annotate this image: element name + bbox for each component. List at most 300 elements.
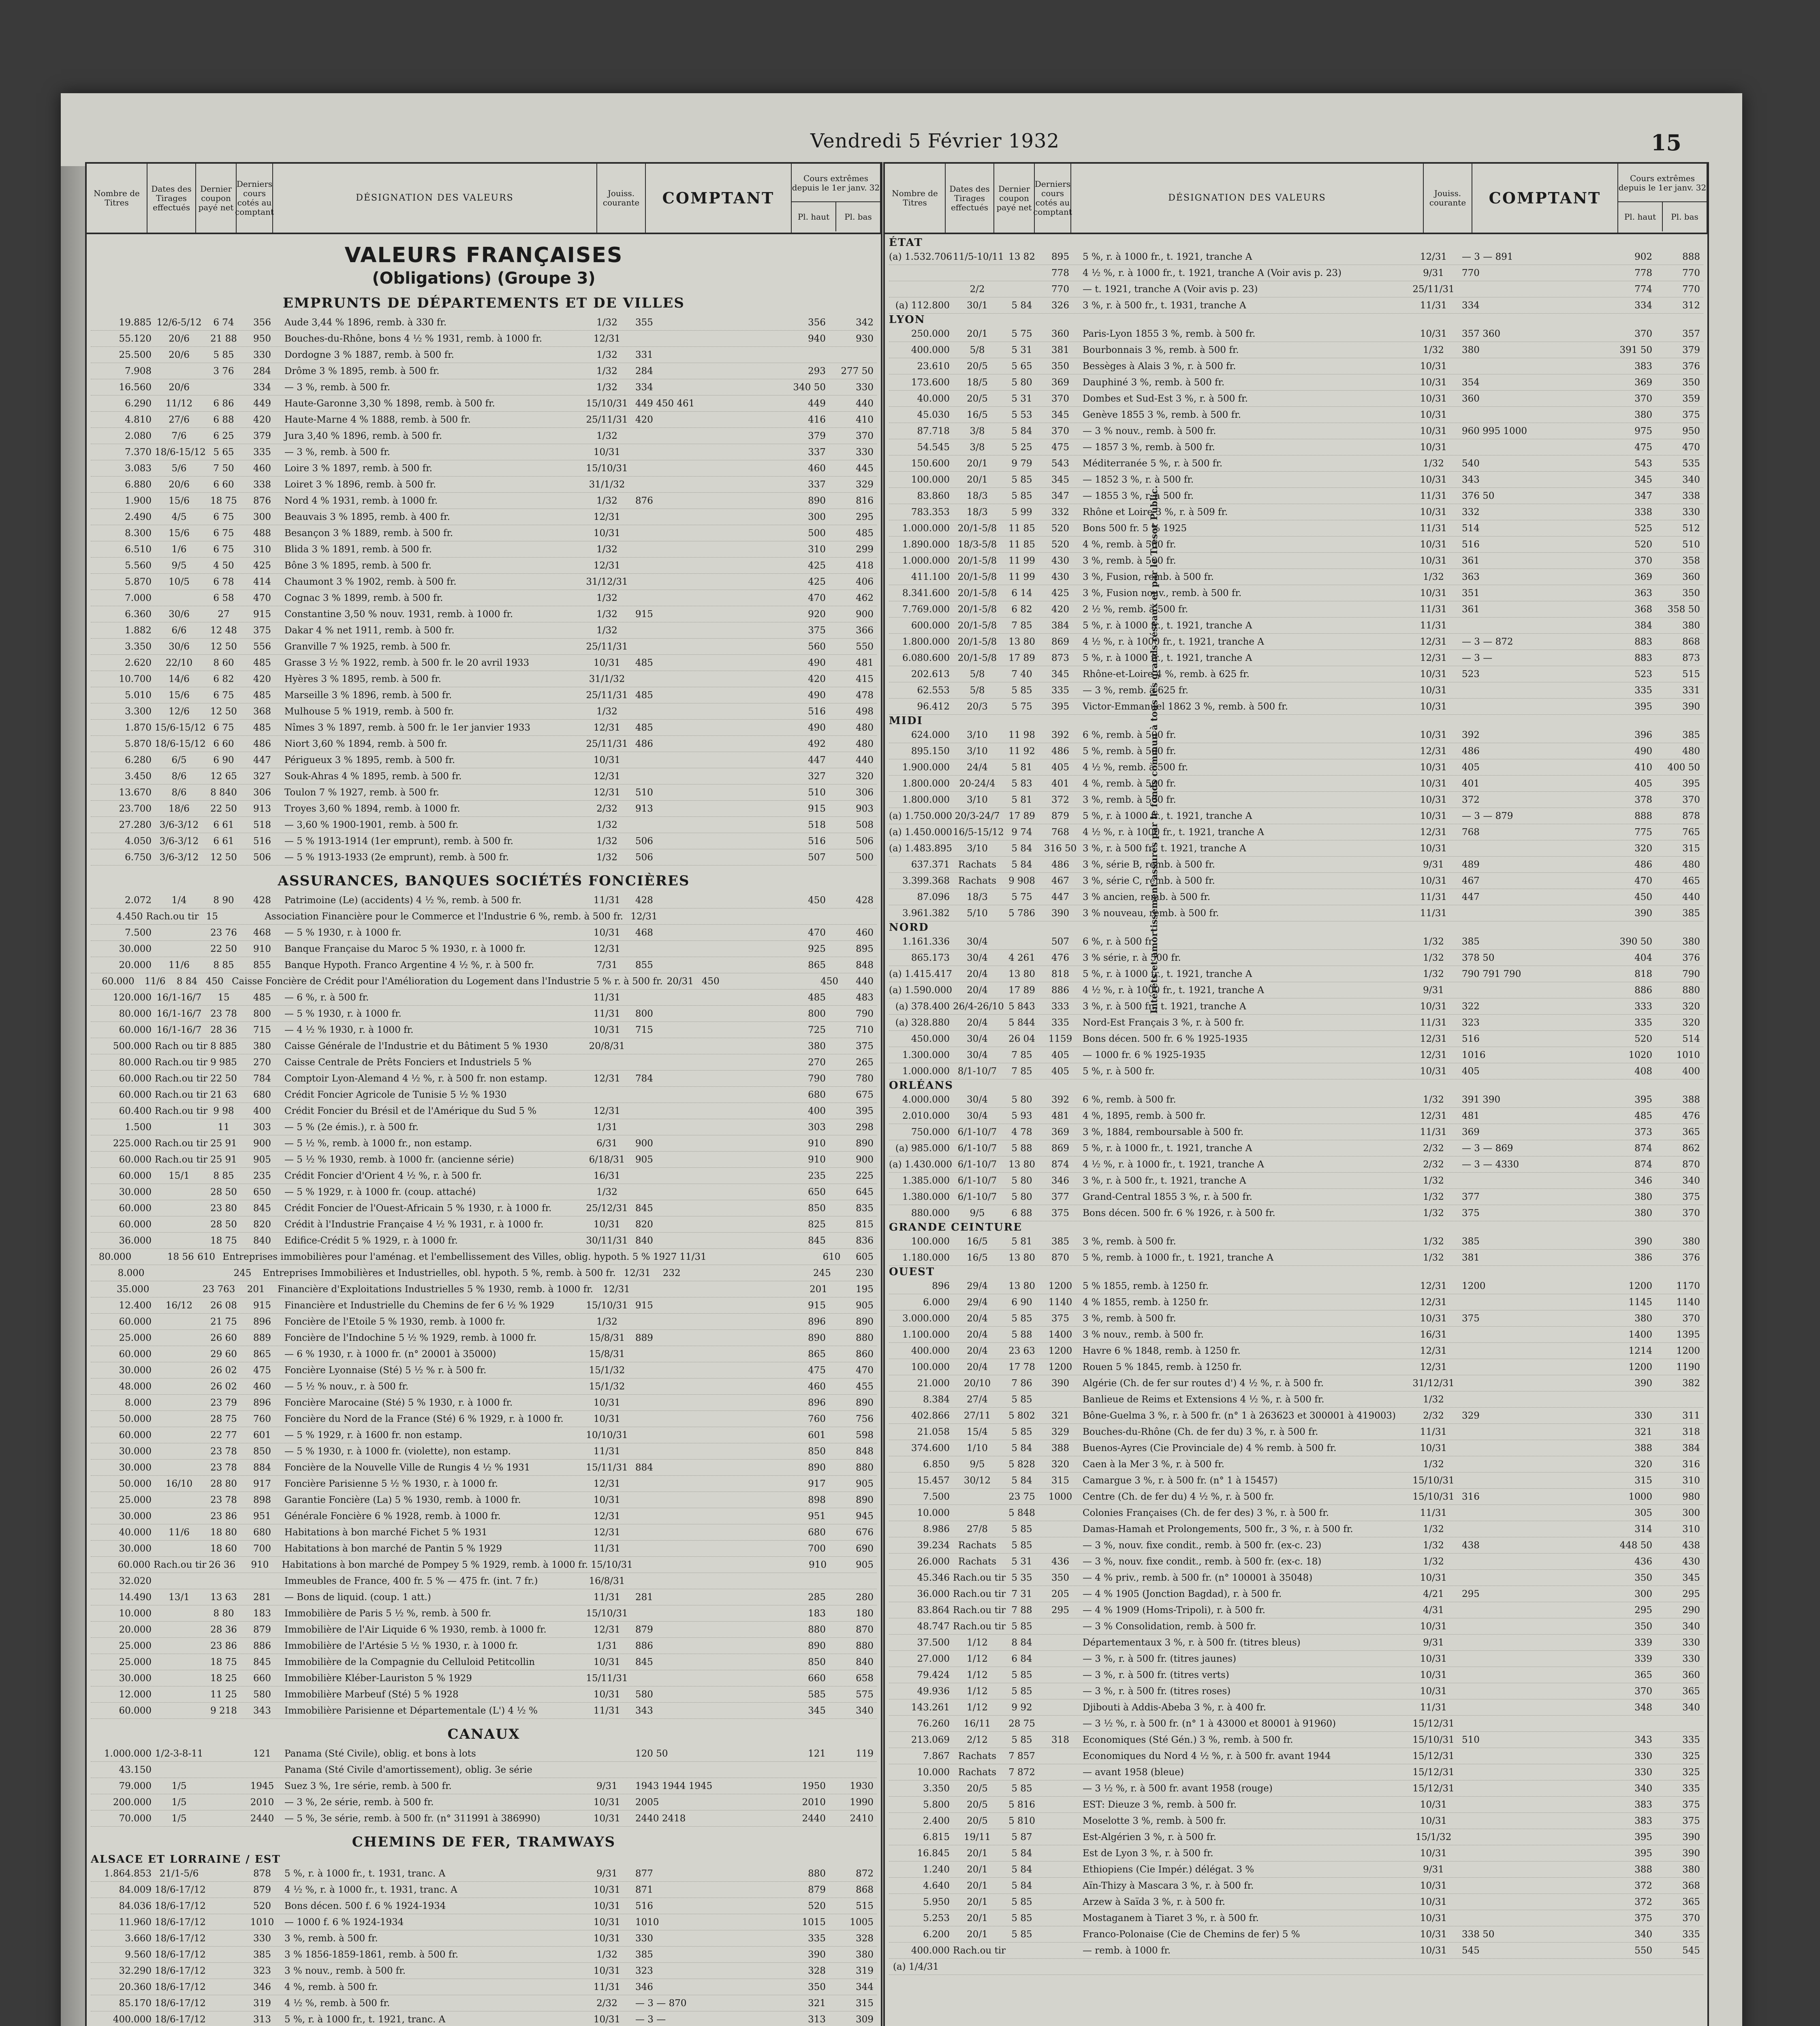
table-row (91, 1794, 877, 1810)
cell-plus-haut: 518 (808, 819, 826, 830)
cell-coupon: 18 60 (210, 1543, 237, 1554)
table-row (889, 504, 1703, 520)
cell-coupon: 13 80 (1008, 636, 1035, 647)
cell-designation: Toulon 7 % 1927, remb. à 500 fr. (284, 787, 440, 798)
cell-nombre: 3.083 (125, 463, 152, 474)
cell-nombre: 4.000.000 (902, 1094, 950, 1105)
cell-dates: 1/2-3-8-11 (155, 1748, 203, 1759)
cell-derniers-cours: 1400 (1048, 1329, 1072, 1340)
cell-jouissance: 11/31 (1420, 604, 1447, 615)
cell-dates: 26/4-26/10 (953, 1001, 1004, 1012)
cell-jouissance: 25/11/31 (586, 641, 628, 652)
cell-derniers-cours: 313 (253, 2014, 271, 2025)
cell-derniers-cours: 680 (253, 1527, 271, 1538)
cell-plus-haut: 915 (808, 1300, 826, 1311)
header-pl-haut: Pl. haut (792, 202, 836, 231)
cell-coupon: 15 (218, 992, 230, 1003)
cell-designation: Générale Foncière 6 % 1928, remb. à 1000 fr. (284, 1511, 501, 1522)
cell-plus-bas: 295 (1682, 1588, 1700, 1599)
cell-designation: 4 ½ %, remb. à 500 fr. (284, 1998, 390, 2009)
cell-dates: 19/11 (963, 1832, 991, 1842)
table-row (889, 1063, 1703, 1079)
cell-jouissance: 12/31 (1420, 1049, 1447, 1060)
cell-designation: Foncière de l'Etoile 5 % 1930, remb. à 1000 fr. (284, 1316, 506, 1327)
header-comptant: COMPTANT (646, 164, 792, 233)
cell-coupon: 6 75 (213, 544, 234, 555)
cell-jouissance: 10/31 (593, 1219, 621, 1230)
cell-derniers-cours: 879 (1051, 810, 1069, 821)
cell-derniers-cours: 369 (1051, 1126, 1069, 1137)
cell-plus-haut: 404 (1634, 952, 1652, 963)
right-column-block (883, 162, 1709, 2026)
cell-jouissance: 1/32 (596, 592, 617, 603)
cell-plus-bas: 310 (1682, 1524, 1700, 1534)
cell-coupon: 5 87 (1011, 1832, 1032, 1842)
cell-nombre: 3.961.382 (902, 908, 950, 919)
cell-plus-bas: 836 (856, 1235, 874, 1246)
cell-derniers-cours: 488 (253, 528, 271, 539)
table-row (889, 553, 1703, 569)
cell-plus-haut: 490 (1634, 746, 1652, 757)
table-row (91, 849, 877, 866)
cell-dates: 9/5 (970, 1459, 985, 1470)
cell-plus-bas: 476 (1682, 1110, 1700, 1121)
cell-dates: 16/12 (165, 1300, 193, 1311)
cell-plus-haut: 890 (808, 1332, 826, 1343)
cell-nombre: 36.000 (119, 1235, 152, 1246)
cell-derniers-cours: 610 (197, 1251, 216, 1262)
cell-plus-haut: 917 (808, 1478, 826, 1489)
cell-designation: Rouen 5 % 1845, remb. à 1250 fr. (1083, 1361, 1242, 1372)
cell-derniers-cours: 896 (253, 1316, 271, 1327)
table-row (91, 363, 877, 379)
cell-derniers-cours: 543 (1051, 458, 1069, 469)
cell-designation: Habitations à bon marché de Pompey 5 % 1929, remb. à 1000 fr. (282, 1559, 588, 1570)
table-row (91, 1778, 877, 1794)
cell-designation: Troyes 3,60 % 1894, remb. à 1000 fr. (284, 803, 460, 814)
left-column-block (85, 162, 882, 2026)
table-row (91, 1557, 877, 1573)
cell-coupon: 11 99 (1008, 571, 1035, 582)
cell-designation: Caisse Centrale de Prêts Fonciers et Industriels 5 % (284, 1057, 532, 1068)
cell-plus-bas: 1930 (850, 1780, 874, 1791)
cell-jouissance: 1/32 (1423, 458, 1444, 469)
cell-derniers-cours: 370 (1051, 425, 1069, 436)
cell-plus-haut: 951 (808, 1511, 826, 1522)
cell-coupon: 17 89 (1008, 985, 1035, 996)
railway-group-rows (889, 326, 1703, 715)
cell-jouissance: 9/31 (1423, 859, 1444, 870)
cell-plus-haut: 880 (808, 1624, 826, 1635)
table-row (889, 423, 1703, 439)
cell-comptant: 871 (635, 1884, 653, 1895)
cell-designation: Besançon 3 % 1889, remb. à 500 fr. (284, 528, 453, 539)
cell-plus-bas: 318 (1682, 1426, 1700, 1437)
left-rows (87, 237, 881, 2026)
cell-derniers-cours: 2440 (250, 1813, 274, 1824)
cell-jouissance: 10/31 (1420, 539, 1447, 550)
cell-derniers-cours: 1159 (1048, 1033, 1072, 1044)
cell-jouissance: 16/31 (1420, 1329, 1447, 1340)
cell-dates: Rach.ou tir (155, 1138, 208, 1149)
cell-plus-bas: 1190 (1676, 1361, 1700, 1372)
cell-comptant: 232 (662, 1267, 681, 1278)
cell-plus-bas: 265 (856, 1057, 874, 1068)
cell-nombre: 600.000 (911, 620, 950, 631)
cell-jouissance: 10/31 (1420, 1001, 1447, 1012)
cell-dates: 3/6-3/12 (159, 852, 199, 863)
cell-coupon: 8 84 (1011, 1637, 1032, 1648)
cell-designation: Bourbonnais 3 %, remb. à 500 fr. (1083, 344, 1239, 355)
cell-derniers-cours: 281 (253, 1592, 271, 1603)
cell-plus-bas: 1990 (850, 1797, 874, 1808)
cell-dates: 16/1-16/7 (156, 992, 202, 1003)
cell-derniers-cours: 338 (253, 479, 271, 490)
cell-derniers-cours: 310 (253, 544, 271, 555)
cell-dates: Rach.ou tir (155, 1057, 208, 1068)
cell-dates: 18/6-17/12 (155, 1998, 206, 2009)
cell-plus-haut: 1200 (1628, 1280, 1652, 1291)
emprunts-rows (91, 314, 877, 866)
cell-coupon: 6 88 (213, 414, 234, 425)
cell-jouissance: 10/31 (1420, 1799, 1447, 1810)
table-row (889, 1472, 1703, 1489)
cell-derniers-cours: 345 (1051, 409, 1069, 420)
cell-designation: Mostaganem à Tiaret 3 %, r. à 500 fr. (1083, 1913, 1259, 1923)
table-row (889, 1813, 1703, 1829)
cell-jouissance: 10/31 (593, 1024, 621, 1035)
cell-designation: Habitations à bon marché de Pantin 5 % 1929 (284, 1543, 502, 1554)
cell-jouissance: 12/31 (593, 722, 621, 733)
cell-comptant: — 3 — 869 (1462, 1143, 1513, 1154)
header-dernier-coupon: Dernier coupon payé net (196, 164, 237, 233)
cell-jouissance: 10/31 (593, 754, 621, 765)
cell-dates: 21/1-5/6 (159, 1868, 199, 1879)
cell-comptant: 322 (1462, 1001, 1480, 1012)
cell-dates: 8/6 (171, 771, 187, 782)
cell-plus-haut: 338 (1634, 506, 1652, 517)
cell-nombre: 80.000 (98, 1251, 132, 1262)
cell-plus-bas: 1005 (850, 1917, 874, 1928)
cell-derniers-cours: 350 (1051, 361, 1069, 372)
cell-jouissance: 11/31 (1420, 1702, 1447, 1713)
cell-coupon: 23 75 (1008, 1491, 1035, 1502)
cell-plus-bas: 344 (856, 1981, 874, 1992)
table-row (889, 1408, 1703, 1424)
cell-dates: 20/1-5/8 (957, 620, 997, 631)
cell-plus-bas: 480 (1682, 859, 1700, 870)
cell-jouissance: 30/11/31 (586, 1235, 628, 1246)
cell-plus-haut: 379 (808, 430, 826, 441)
cell-nombre: 60.000 (119, 1154, 152, 1165)
table-row (91, 1947, 877, 1963)
table-row (91, 1979, 877, 1995)
cell-nombre: 624.000 (911, 729, 950, 740)
cell-comptant: 770 (1462, 267, 1480, 278)
cell-nombre: 3.350 (125, 641, 152, 652)
header-dates-tirages: Dates des Tirages effectués (946, 164, 994, 233)
cell-jouissance: 9/31 (1423, 1637, 1444, 1648)
cell-derniers-cours: 447 (253, 754, 271, 765)
cell-plus-haut: 449 (808, 398, 826, 409)
cell-coupon: 26 60 (210, 1332, 237, 1343)
cell-nombre: 6.200 (923, 1929, 950, 1940)
cell-derniers-cours: 768 (1051, 827, 1069, 838)
cell-derniers-cours: 486 (253, 738, 271, 749)
railway-group-rows (889, 1092, 1703, 1221)
cell-dates: 11/6 (169, 1527, 190, 1538)
cell-coupon: 5 85 (1011, 1540, 1032, 1551)
cell-plus-bas: 870 (1682, 1159, 1700, 1170)
cell-coupon: 7 86 (1011, 1378, 1032, 1389)
cell-dates: 30/4 (967, 936, 988, 947)
cell-jouissance: 15/10/31 (586, 463, 628, 474)
cell-jouissance: 15/12/31 (1412, 1750, 1455, 1761)
cell-coupon: 5 35 (1011, 1572, 1032, 1583)
cell-designation: — 1857 3 %, remb. à 500 fr. (1083, 442, 1215, 453)
cell-plus-haut: 380 (1634, 1191, 1652, 1202)
cell-derniers-cours: 917 (253, 1478, 271, 1489)
cell-jouissance: 11/31 (593, 1592, 621, 1603)
cell-derniers-cours: 715 (253, 1024, 271, 1035)
cell-jouissance: 10/31 (1420, 810, 1447, 821)
table-row (889, 1359, 1703, 1375)
cell-nombre: 16.845 (917, 1848, 950, 1859)
cell-plus-haut: 447 (808, 754, 826, 765)
cell-plus-haut: 700 (808, 1543, 826, 1554)
cell-dates: 11/5-10/11 (953, 251, 1004, 262)
table-row (889, 982, 1703, 998)
cell-dates: 1/12 (967, 1702, 988, 1713)
cell-plus-bas: 357 (1682, 328, 1700, 339)
cell-dates: 10/5 (169, 576, 190, 587)
cell-derniers-cours: 845 (253, 1203, 271, 1214)
cell-plus-haut: 516 (808, 836, 826, 846)
cell-nombre: 30.000 (119, 1365, 152, 1376)
cell-nombre: 1.380.000 (902, 1191, 950, 1202)
cell-dates: 24/4 (967, 762, 988, 773)
cell-derniers-cours: 370 (1051, 393, 1069, 404)
cell-plus-bas: 382 (1682, 1378, 1700, 1389)
cell-designation: 5 %, r. à 1000 fr., t. 1921, tranche A (1083, 251, 1252, 262)
cell-plus-haut: 370 (1634, 555, 1652, 566)
table-row (91, 1022, 877, 1038)
cell-jouissance: 10/31 (1420, 1443, 1447, 1453)
header-dates-tirages: Dates des Tirages effectués (147, 164, 196, 233)
cell-nombre: 16.560 (119, 382, 152, 393)
table-row (889, 1537, 1703, 1554)
cell-derniers-cours: 300 (253, 511, 271, 522)
right-rows (885, 237, 1707, 2026)
table-row (889, 1047, 1703, 1063)
railway-group-label: GRANDE CEINTURE (889, 1221, 1023, 1233)
cell-plus-haut: 543 (1634, 458, 1652, 469)
page-number: 15 (1651, 130, 1681, 156)
cell-nombre: 402.866 (911, 1410, 950, 1421)
table-row (889, 1586, 1703, 1602)
cell-dates: 30/4 (967, 1049, 988, 1060)
table-row (91, 768, 877, 784)
cell-derniers-cours: 400 (253, 1105, 271, 1116)
cell-plus-bas: 1170 (1676, 1280, 1700, 1291)
table-row (889, 1189, 1703, 1205)
railway-group-label: MIDI (889, 715, 923, 727)
cell-plus-haut: 507 (808, 852, 826, 863)
cell-nombre: 11.960 (119, 1917, 152, 1928)
cell-dates: 3/10 (967, 729, 988, 740)
cell-plus-haut: 560 (808, 641, 826, 652)
cell-plus-bas: 370 (856, 430, 874, 441)
section-emprunts-heading: EMPRUNTS DE DÉPARTEMENTS ET DE VILLES (283, 295, 685, 311)
cell-coupon: 8 85 (213, 1170, 234, 1181)
cell-comptant: 343 (1462, 474, 1480, 485)
cell-plus-haut: 1020 (1628, 1049, 1652, 1060)
table-row (91, 817, 877, 833)
cell-coupon: 25 91 (210, 1138, 237, 1149)
cell-coupon: 12 50 (210, 641, 237, 652)
cell-designation: — 5 ½ %, remb. à 1000 fr., non estamp. (284, 1138, 472, 1149)
cell-derniers-cours: 660 (253, 1673, 271, 1684)
cell-comptant: 905 (635, 1154, 653, 1165)
table-row (91, 1866, 877, 1882)
cell-plus-haut: 335 (808, 1933, 826, 1944)
cell-designation: 4 %, remb. à 500 fr. (1083, 539, 1176, 550)
cell-coupon: 8 60 (213, 657, 234, 668)
cell-dates: 16/5 (967, 1252, 988, 1263)
cell-comptant: 467 (1462, 875, 1480, 886)
cell-jouissance: 1/32 (1423, 1252, 1444, 1263)
cell-dates: 20/1-5/8 (957, 652, 997, 663)
cell-plus-haut: 337 (808, 479, 826, 490)
cell-dates: 20/1-5/8 (957, 571, 997, 582)
cell-designation: Patrimoine (Le) (accidents) 4 ½ %, remb. à 500 fr. (284, 895, 522, 906)
cell-jouissance: 10/31 (593, 1397, 621, 1408)
cell-plus-bas: 815 (856, 1219, 874, 1230)
cell-jouissance: 11/31 (593, 895, 621, 906)
cell-designation: 5 %, r. à 1000 fr., t. 1921, tranche A (1083, 1143, 1252, 1154)
cell-dates: 20-24/4 (959, 778, 995, 789)
cell-plus-bas: 350 (1682, 377, 1700, 388)
cell-plus-haut: 314 (1634, 1524, 1652, 1534)
cell-plus-bas: 375 (1682, 409, 1700, 420)
table-row (889, 342, 1703, 358)
cell-dates: 18/6 (169, 803, 190, 814)
cell-nombre: 27.000 (917, 1653, 950, 1664)
cell-plus-haut: 420 (808, 673, 826, 684)
table-row (91, 1119, 877, 1135)
cell-designation: Bône-Guelma 3 %, r. à 500 fr. (n° 1 à 263623 et 300001 à 419003) (1083, 1410, 1396, 1421)
cell-derniers-cours: 580 (253, 1689, 271, 1700)
cell-jouissance: 12/31 (593, 1105, 621, 1116)
cell-coupon: 5 816 (1008, 1799, 1035, 1810)
cell-jouissance: 11/31 (593, 992, 621, 1003)
cell-dates: 20/1 (967, 1880, 988, 1891)
cell-nombre: 30.000 (119, 1462, 152, 1473)
table-row (91, 558, 877, 574)
cell-nombre: 1.870 (125, 722, 152, 733)
table-row (91, 1346, 877, 1362)
cell-designation: Bons décen. 500 f. 6 % 1924-1934 (284, 1900, 446, 1911)
cell-derniers-cours: 485 (253, 992, 271, 1003)
cell-plus-bas: 328 (856, 1933, 874, 1944)
cell-dates: 30/4 (967, 1110, 988, 1121)
cell-designation: 5 % 1855, remb. à 1250 fr. (1083, 1280, 1209, 1291)
cell-comptant: 523 (1462, 669, 1480, 680)
cell-jouissance: 15/11/31 (586, 1462, 628, 1473)
cell-nombre: 213.069 (911, 1734, 950, 1745)
cell-plus-haut: 470 (1634, 875, 1652, 886)
cell-jouissance: 6/31 (596, 1138, 617, 1149)
page-header (263, 130, 1681, 166)
cell-nombre: 60.000 (119, 1349, 152, 1359)
cell-coupon: 23 78 (210, 1462, 237, 1473)
cell-plus-haut: 300 (1634, 1588, 1652, 1599)
cell-nombre: (a) 1.750.000 (889, 810, 953, 821)
right-column-headers (885, 164, 1707, 234)
cell-derniers-cours: 486 (1051, 859, 1069, 870)
header-pl-bas: Pl. bas (844, 212, 872, 222)
cell-dates: 6/1-10/7 (957, 1143, 997, 1154)
cell-comptant: 330 (635, 1933, 653, 1944)
cell-derniers-cours: 334 (253, 382, 271, 393)
cell-nombre: 1.161.336 (902, 936, 950, 947)
cell-nombre: 60.400 (119, 1105, 152, 1116)
cell-coupon: 17 89 (1008, 652, 1035, 663)
cell-dates: 20/10 (963, 1378, 991, 1389)
table-row (91, 1605, 877, 1622)
cell-plus-bas: 390 (1682, 701, 1700, 712)
cell-coupon: 5 85 (1011, 685, 1032, 696)
cell-coupon: 5 85 (1011, 1426, 1032, 1437)
cell-dates: 3/8 (970, 425, 985, 436)
table-row (91, 784, 877, 801)
cell-jouissance: 1/32 (596, 819, 617, 830)
cell-plus-haut: 1145 (1628, 1297, 1652, 1308)
table-row (91, 687, 877, 703)
cell-designation: — 5 % 1929, r. à 1000 fr. (coup. attaché) (284, 1186, 476, 1197)
cell-nombre: 895.150 (911, 746, 950, 757)
cell-coupon: 7 88 (1011, 1605, 1032, 1616)
cell-comptant: 516 (1462, 539, 1480, 550)
cell-designation: Immobilière Kléber-Lauriston 5 % 1929 (284, 1673, 472, 1684)
cell-derniers-cours: 506 (253, 852, 271, 863)
cell-jouissance: 11/31 (593, 1981, 621, 1992)
cell-jouissance: 11/31 (1420, 908, 1447, 919)
cell-plus-haut: 1400 (1628, 1329, 1652, 1340)
cell-plus-haut: 303 (808, 1122, 826, 1133)
cell-plus-haut: 485 (1634, 1110, 1652, 1121)
cell-plus-haut: 372 (1634, 1880, 1652, 1891)
cell-plus-bas: 395 (1682, 778, 1700, 789)
cell-derniers-cours: 905 (253, 1154, 271, 1165)
cell-derniers-cours: 420 (1051, 604, 1069, 615)
cell-jouissance: 10/31 (1420, 1880, 1447, 1891)
table-row (889, 1156, 1703, 1173)
table-row (91, 1654, 877, 1670)
cell-designation: Blida 3 % 1891, remb. à 500 fr. (284, 544, 432, 555)
table-row (91, 925, 877, 941)
cell-comptant: 360 (1462, 393, 1480, 404)
cell-designation: Bons décen. 500 fr. 6 % 1925-1935 (1083, 1033, 1248, 1044)
cell-derniers-cours: 405 (1051, 1066, 1069, 1077)
cell-plus-bas: 868 (1682, 636, 1700, 647)
cell-nombre: 200.000 (113, 1797, 152, 1808)
cell-derniers-cours: 183 (253, 1608, 271, 1619)
cell-jouissance: 1/32 (1423, 344, 1444, 355)
cell-dates: 6/1-10/7 (957, 1191, 997, 1202)
cell-comptant: 486 (1462, 746, 1480, 757)
cell-jouissance: 12/31 (1420, 1297, 1447, 1308)
